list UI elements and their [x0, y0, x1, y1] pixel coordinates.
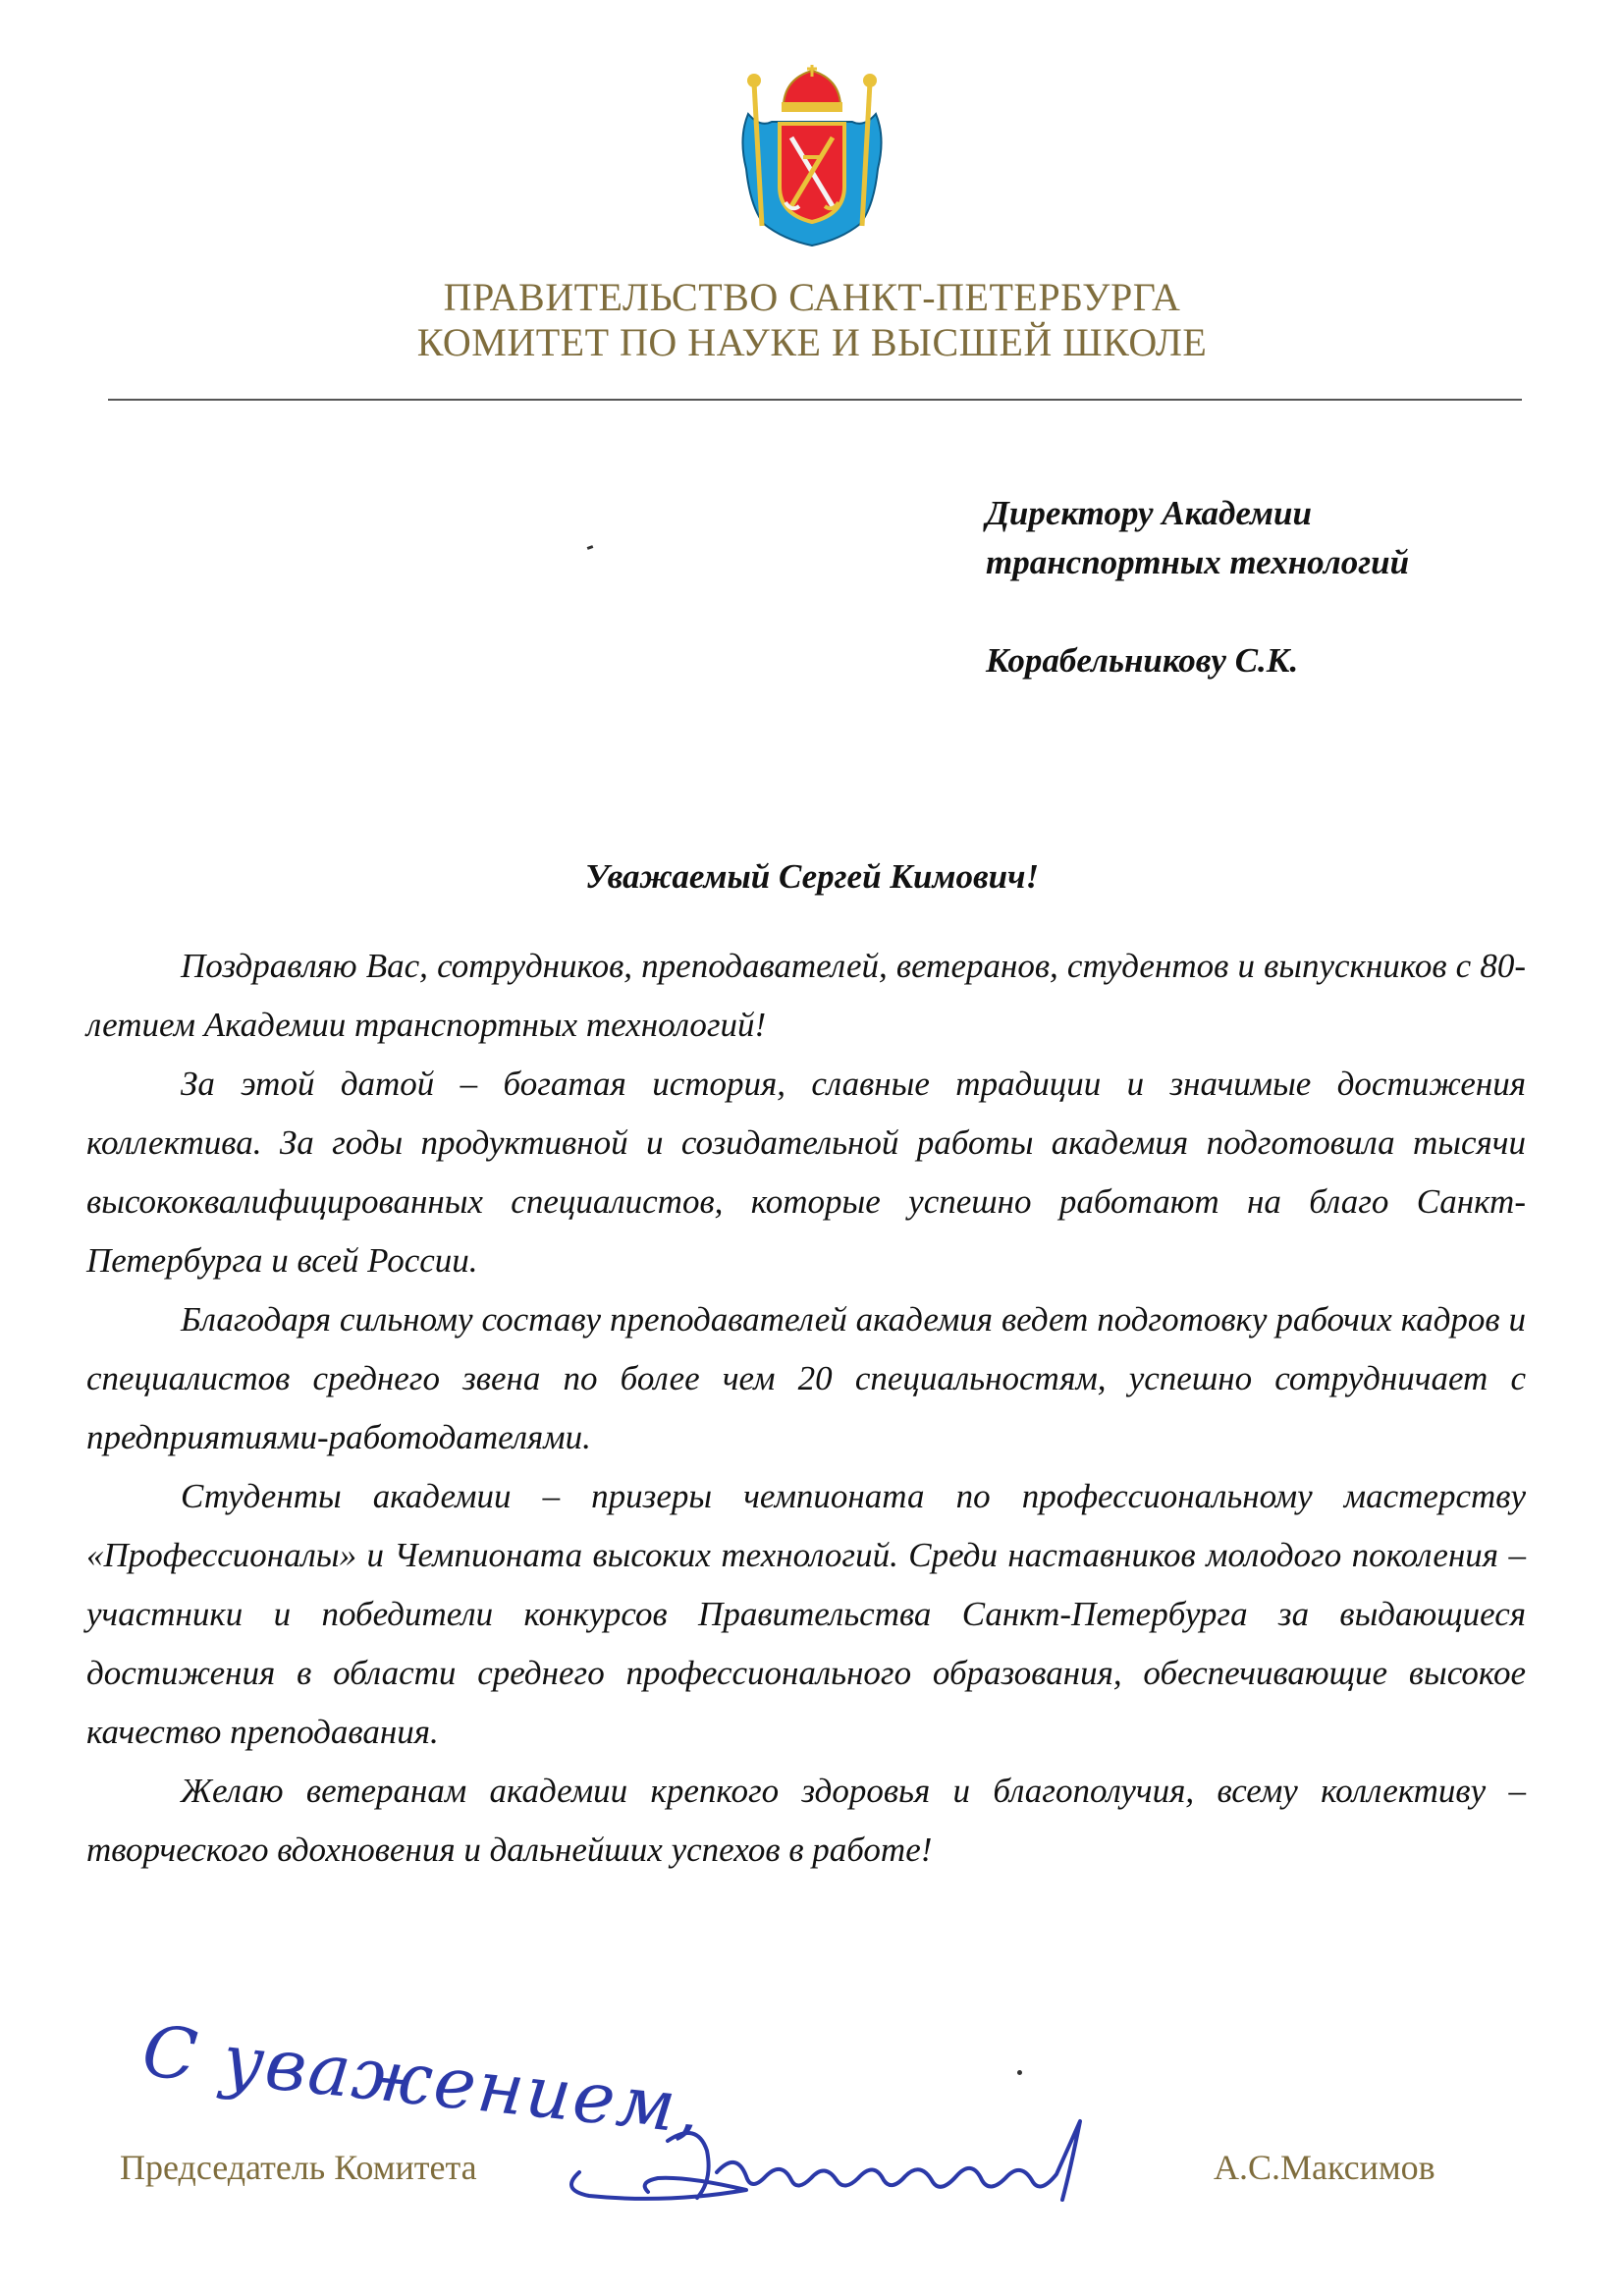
addressee-position: Директору Академии	[986, 494, 1312, 532]
saint-petersburg-coat-of-arms-icon	[734, 59, 890, 255]
paragraph: За этой датой – богатая история, славные традиции и значимые достижения коллектива. За годы продуктивной и созидательной работы академия подготовила тысячи высококвалифицированных специалистов, которые успешно работают на благо Санкт-Петербурга и всей России.	[86, 1065, 1526, 1280]
government-title: ПРАВИТЕЛЬСТВО САНКТ-ПЕТЕРБУРГА	[443, 275, 1181, 319]
handwritten-signature	[550, 2082, 1198, 2229]
paragraph: Поздравляю Вас, сотрудников, преподавателей, ветеранов, студентов и выпускников с 80-летием Академии транспортных технологий!	[86, 947, 1526, 1044]
addressee-block	[986, 489, 1575, 685]
salutation: Уважаемый Сергей Кимович!	[584, 857, 1040, 896]
header-divider	[108, 399, 1522, 401]
signatory-title: Председатель Комитета	[120, 2148, 477, 2187]
handwritten-closing: С уважением,	[138, 2009, 706, 2151]
paragraph: Благодаря сильному составу преподавателей академия ведет подготовку рабочих кадров и специалистов среднего звена по более чем 20 специальностям, успешно сотрудничает с предприятиями-работодателями.	[86, 1300, 1526, 1456]
paragraph: Желаю ветеранам академии крепкого здоровья и благополучия, всему коллективу – творческого вдохновения и дальнейших успехов в работе!	[86, 1772, 1526, 1869]
addressee-organization: транспортных технологий	[986, 543, 1410, 581]
scan-speck	[587, 545, 594, 550]
paragraph: Студенты академии – призеры чемпионата по профессиональному мастерству «Профессионалы» и Чемпионата высоких технологий. Среди наставников молодого поколения – участники и победители конкурсов Правительства Санкт-Петербурга за выдающиеся достижения в области среднего профессионального образования, обеспечивающие высокое качество преподавания.	[86, 1477, 1526, 1751]
letter-body	[86, 937, 1526, 1880]
committee-title: КОМИТЕТ ПО НАУКЕ И ВЫСШЕЙ ШКОЛЕ	[416, 320, 1208, 364]
signatory-name: А.С.Максимов	[1214, 2148, 1435, 2187]
ink-dot	[1017, 2070, 1022, 2075]
addressee-name: Корабельникову С.К.	[986, 641, 1299, 680]
